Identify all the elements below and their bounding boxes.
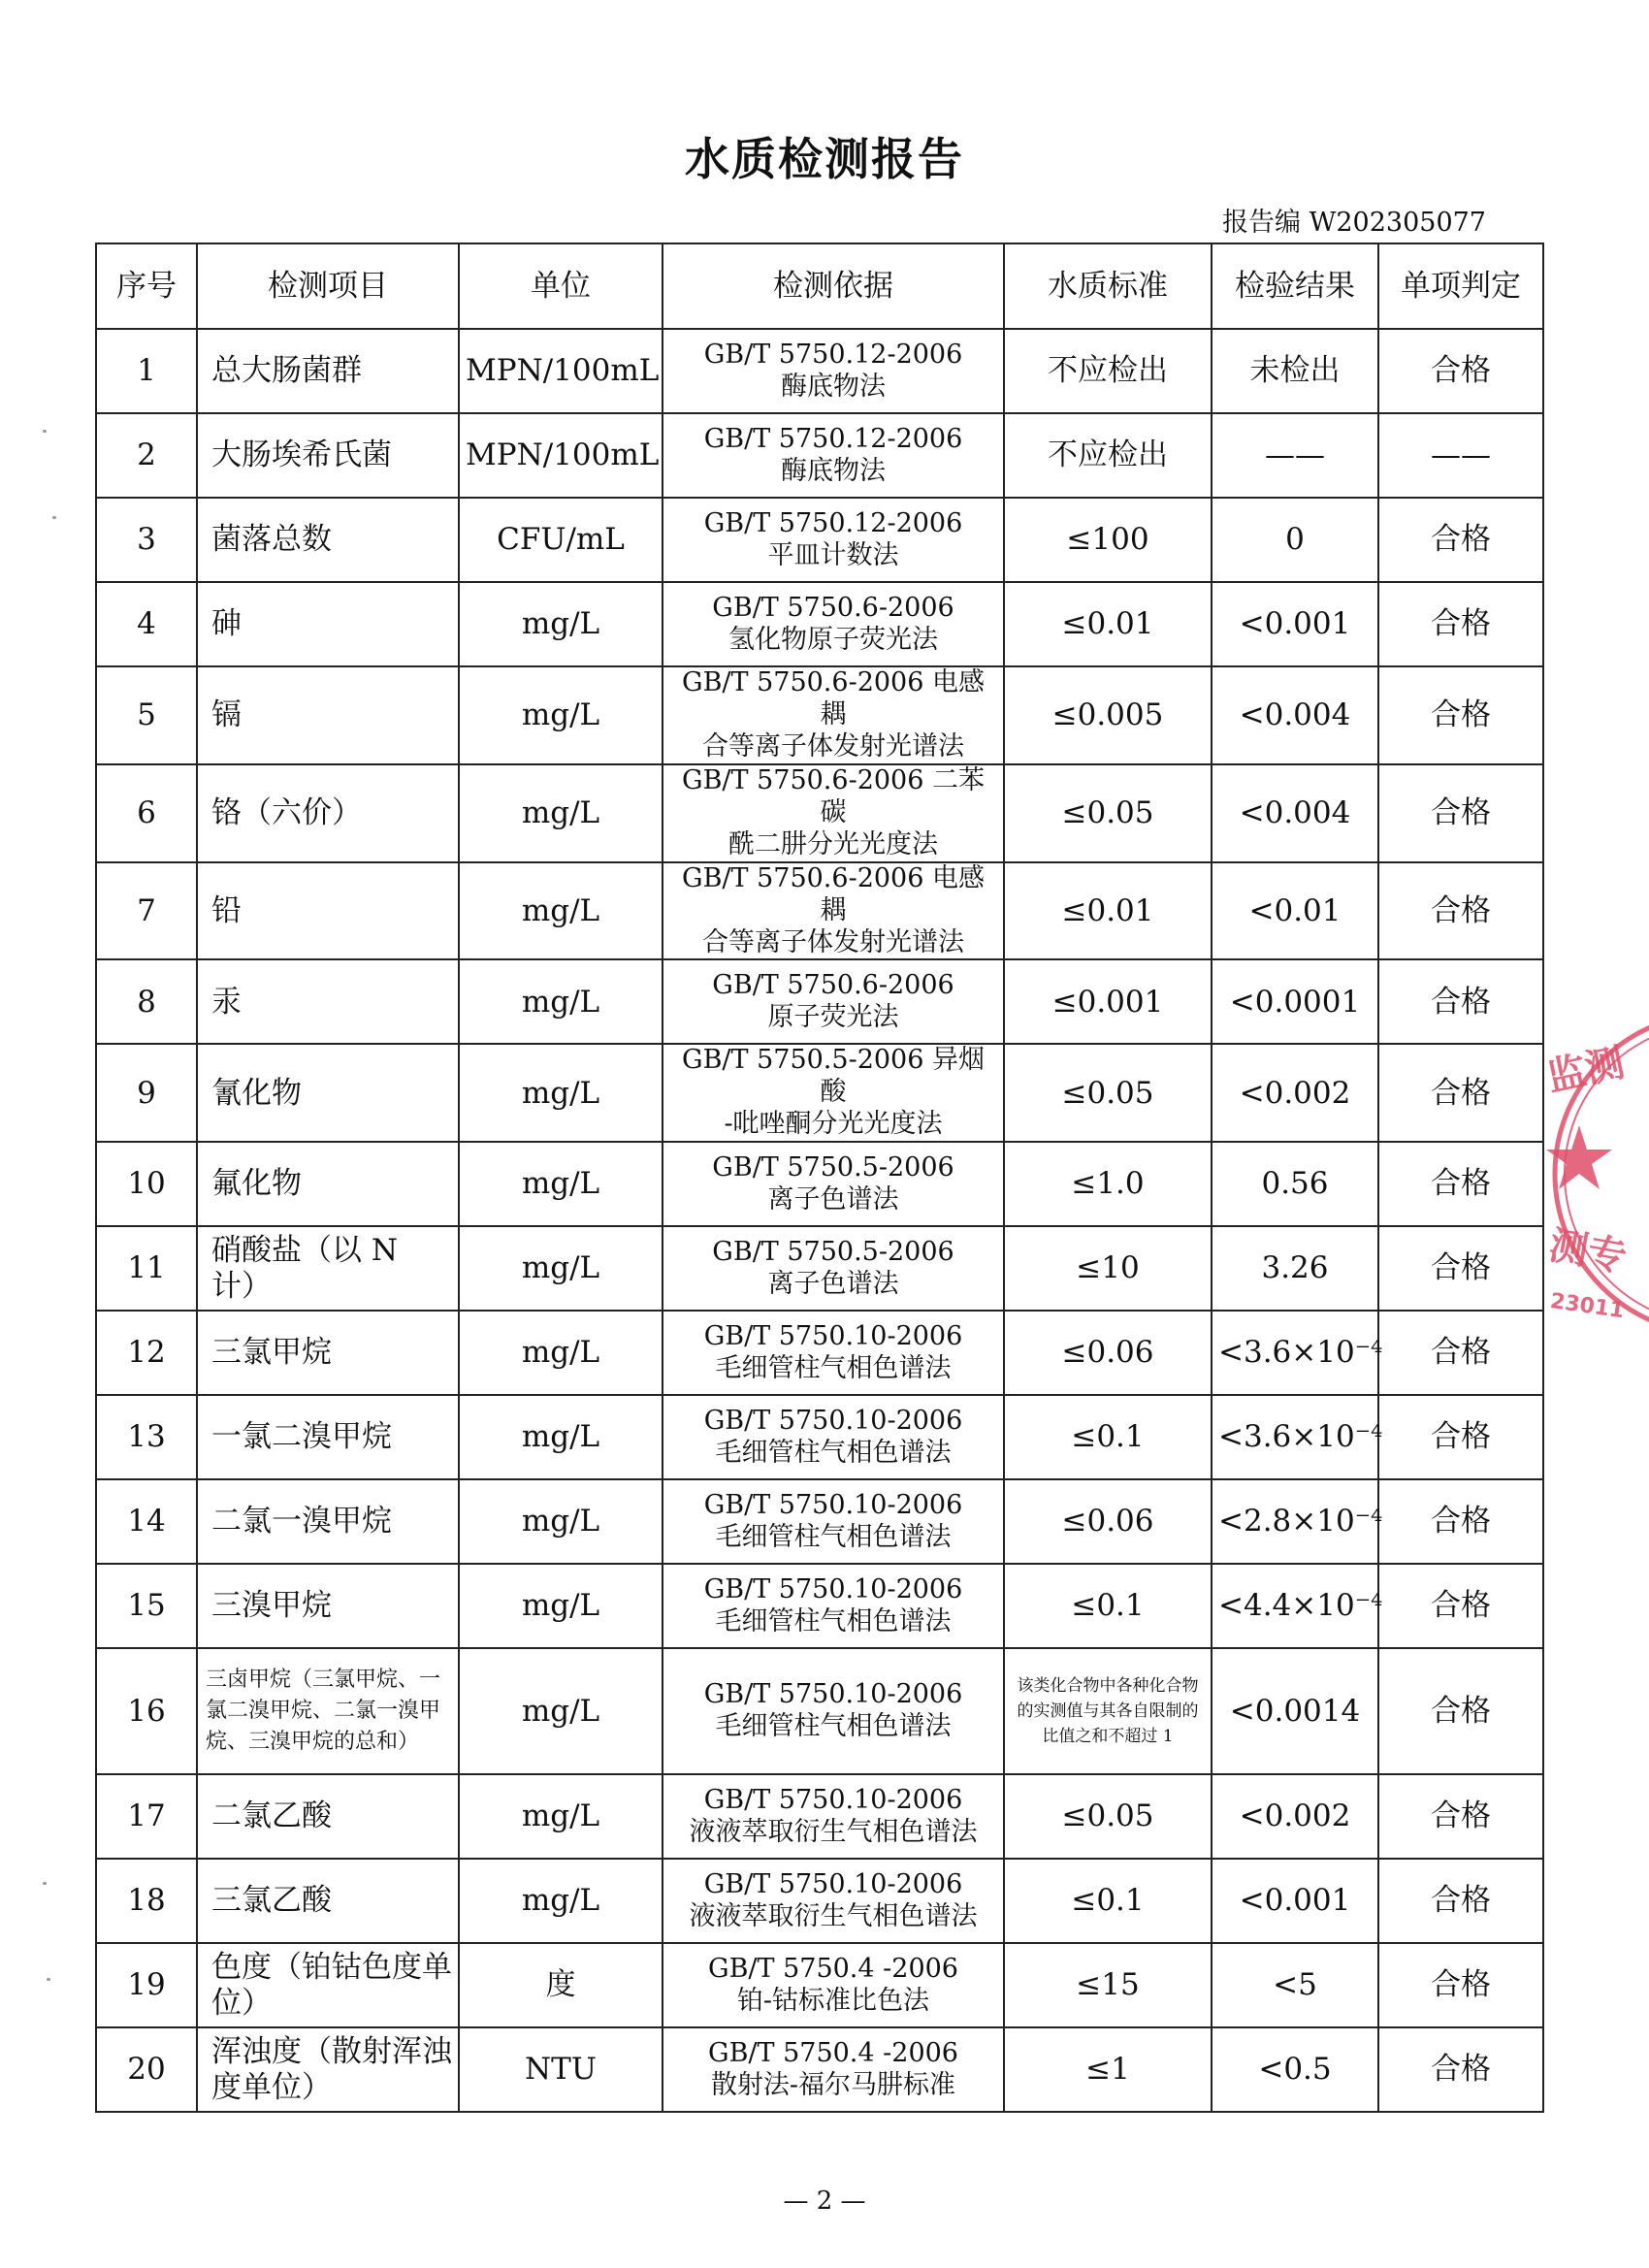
- basis-method: 原子荧光法: [767, 1001, 899, 1032]
- cell-item: 氟化物: [197, 1142, 459, 1226]
- cell-item: 一氯二溴甲烷: [197, 1395, 459, 1479]
- cell-basis: [663, 1311, 1004, 1395]
- cell-result: <4.4×10⁻⁴: [1212, 1564, 1378, 1648]
- basis-method: 毛细管柱气相色谱法: [715, 1605, 952, 1636]
- table-row: [96, 582, 1543, 666]
- cell-no: 10: [96, 1142, 197, 1226]
- cell-basis: [663, 413, 1004, 498]
- cell-result: <0.01: [1212, 862, 1378, 960]
- cell-unit: 度: [459, 1943, 663, 2027]
- cell-no: 17: [96, 1774, 197, 1859]
- table-row: [96, 2027, 1543, 2112]
- cell-no: 1: [96, 329, 197, 413]
- basis-method: 酰二肼分光光度法: [728, 828, 938, 859]
- cell-no: 3: [96, 498, 197, 582]
- scan-speck: [52, 516, 56, 519]
- basis-method: 散射法-福尔马肼标准: [710, 2069, 956, 2100]
- cell-unit: mg/L: [459, 764, 663, 862]
- basis-method: 毛细管柱气相色谱法: [715, 1437, 952, 1468]
- cell-basis: [663, 1774, 1004, 1859]
- cell-no: 19: [96, 1943, 197, 2027]
- table-row: [96, 1859, 1543, 1943]
- basis-standard-code: GB/T 5750.6-2006 二苯碳: [682, 764, 985, 827]
- cell-standard: ≤0.05: [1004, 764, 1212, 862]
- cell-standard: 不应检出: [1004, 413, 1212, 498]
- cell-basis: [663, 498, 1004, 582]
- table-row: [96, 1142, 1543, 1226]
- cell-result: 0: [1212, 498, 1378, 582]
- basis-standard-code: GB/T 5750.10-2006: [703, 1320, 963, 1351]
- cell-verdict: 合格: [1378, 1859, 1543, 1943]
- cell-standard: ≤0.06: [1004, 1311, 1212, 1395]
- header-result: 检验结果: [1212, 243, 1378, 329]
- header-unit: 单位: [459, 243, 663, 329]
- cell-unit: mg/L: [459, 582, 663, 666]
- report-title: 水质检测报告: [685, 133, 964, 185]
- cell-basis: [663, 1564, 1004, 1648]
- cell-standard: ≤100: [1004, 498, 1212, 582]
- basis-method: 离子色谱法: [767, 1268, 899, 1299]
- cell-unit: mg/L: [459, 1479, 663, 1564]
- table-header-row: [96, 243, 1543, 329]
- cell-verdict: 合格: [1378, 1774, 1543, 1859]
- cell-unit: NTU: [459, 2027, 663, 2112]
- cell-result: 0.56: [1212, 1142, 1378, 1226]
- cell-unit: mg/L: [459, 1226, 663, 1311]
- cell-item: 二氯乙酸: [197, 1774, 459, 1859]
- cell-standard: ≤0.05: [1004, 1044, 1212, 1142]
- header-item: 检测项目: [197, 243, 459, 329]
- basis-method: 氢化物原子荧光法: [728, 624, 938, 655]
- cell-basis: [663, 1943, 1004, 2027]
- cell-verdict: 合格: [1378, 764, 1543, 862]
- results-table: [95, 243, 1544, 2113]
- cell-basis: [663, 1226, 1004, 1311]
- basis-standard-code: GB/T 5750.5-2006 异烟酸: [682, 1045, 985, 1108]
- cell-basis: [663, 1395, 1004, 1479]
- cell-result: <3.6×10⁻⁴: [1212, 1311, 1378, 1395]
- cell-basis: [663, 862, 1004, 960]
- basis-method: 合等离子体发射光谱法: [702, 926, 964, 957]
- cell-item: 三卤甲烷（三氯甲烷、一氯二溴甲烷、二氯一溴甲烷、三溴甲烷的总和）: [197, 1648, 459, 1774]
- basis-standard-code: GB/T 5750.10-2006: [703, 1868, 963, 1899]
- cell-unit: mg/L: [459, 1859, 663, 1943]
- svg-text:监测: 监测: [1542, 1039, 1629, 1101]
- table-row: [96, 498, 1543, 582]
- basis-method: -吡唑酮分光光度法: [724, 1109, 943, 1140]
- cell-item: 氰化物: [197, 1044, 459, 1142]
- scan-speck: [43, 1882, 47, 1885]
- cell-no: 15: [96, 1564, 197, 1648]
- cell-result: 未检出: [1212, 329, 1378, 413]
- cell-result: <2.8×10⁻⁴: [1212, 1479, 1378, 1564]
- official-seal-stamp: [1540, 1009, 1649, 1339]
- cell-verdict: 合格: [1378, 666, 1543, 764]
- cell-no: 8: [96, 959, 197, 1044]
- cell-item: 三溴甲烷: [197, 1564, 459, 1648]
- cell-result: <0.002: [1212, 1774, 1378, 1859]
- cell-item: 大肠埃希氏菌: [197, 413, 459, 498]
- basis-standard-code: GB/T 5750.10-2006: [703, 1405, 963, 1436]
- cell-no: 2: [96, 413, 197, 498]
- cell-no: 13: [96, 1395, 197, 1479]
- cell-standard: ≤15: [1004, 1943, 1212, 2027]
- table-row: [96, 1648, 1543, 1774]
- cell-unit: mg/L: [459, 666, 663, 764]
- cell-unit: CFU/mL: [459, 498, 663, 582]
- table-row: [96, 1226, 1543, 1311]
- table-row: [96, 1044, 1543, 1142]
- cell-no: 14: [96, 1479, 197, 1564]
- cell-result: <5: [1212, 1943, 1378, 2027]
- cell-item: 浑浊度（散射浑浊度单位）: [197, 2027, 459, 2112]
- cell-verdict: 合格: [1378, 1142, 1543, 1226]
- cell-item: 菌落总数: [197, 498, 459, 582]
- cell-result: <0.001: [1212, 1859, 1378, 1943]
- header-standard: 水质标准: [1004, 243, 1212, 329]
- cell-verdict: 合格: [1378, 1479, 1543, 1564]
- cell-verdict: 合格: [1378, 1943, 1543, 2027]
- cell-item: 色度（铂钴色度单位）: [197, 1943, 459, 2027]
- cell-standard: ≤0.05: [1004, 1774, 1212, 1859]
- cell-item: 镉: [197, 666, 459, 764]
- cell-basis: [663, 959, 1004, 1044]
- table-row: [96, 1395, 1543, 1479]
- cell-no: 11: [96, 1226, 197, 1311]
- cell-unit: mg/L: [459, 1774, 663, 1859]
- cell-verdict: 合格: [1378, 1648, 1543, 1774]
- cell-result: <0.004: [1212, 666, 1378, 764]
- cell-basis: [663, 1859, 1004, 1943]
- cell-unit: mg/L: [459, 1648, 663, 1774]
- cell-item: 硝酸盐（以 N 计）: [197, 1226, 459, 1311]
- cell-basis: [663, 2027, 1004, 2112]
- cell-verdict: 合格: [1378, 1564, 1543, 1648]
- cell-result: <0.5: [1212, 2027, 1378, 2112]
- basis-standard-code: GB/T 5750.10-2006: [703, 1679, 963, 1710]
- cell-standard: ≤0.06: [1004, 1479, 1212, 1564]
- cell-verdict: 合格: [1378, 498, 1543, 582]
- basis-method: 铂-钴标准比色法: [736, 1985, 930, 2016]
- cell-no: 4: [96, 582, 197, 666]
- table-row: [96, 959, 1543, 1044]
- basis-method: 平皿计数法: [767, 539, 899, 570]
- cell-verdict: 合格: [1378, 582, 1543, 666]
- cell-result: <0.004: [1212, 764, 1378, 862]
- cell-verdict: 合格: [1378, 959, 1543, 1044]
- cell-standard: ≤0.01: [1004, 862, 1212, 960]
- basis-standard-code: GB/T 5750.6-2006 电感耦: [682, 862, 985, 925]
- cell-no: 12: [96, 1311, 197, 1395]
- table-row: [96, 1479, 1543, 1564]
- table-row: [96, 1943, 1543, 2027]
- cell-result: <0.001: [1212, 582, 1378, 666]
- cell-standard: ≤1.0: [1004, 1142, 1212, 1226]
- scan-speck: [43, 430, 47, 433]
- cell-basis: [663, 1648, 1004, 1774]
- cell-no: 16: [96, 1648, 197, 1774]
- basis-method: 离子色谱法: [767, 1183, 899, 1215]
- basis-method: 液液萃取衍生气相色谱法: [689, 1816, 978, 1847]
- basis-method: 酶底物法: [781, 455, 886, 486]
- cell-result: <3.6×10⁻⁴: [1212, 1395, 1378, 1479]
- cell-standard: ≤0.001: [1004, 959, 1212, 1044]
- cell-verdict: 合格: [1378, 1311, 1543, 1395]
- cell-basis: [663, 582, 1004, 666]
- cell-item: 铅: [197, 862, 459, 960]
- cell-basis: [663, 666, 1004, 764]
- header-verdict: 单项判定: [1378, 243, 1543, 329]
- cell-basis: [663, 764, 1004, 862]
- cell-standard: ≤0.1: [1004, 1859, 1212, 1943]
- cell-item: 汞: [197, 959, 459, 1044]
- cell-item: 二氯一溴甲烷: [197, 1479, 459, 1564]
- cell-verdict: 合格: [1378, 1226, 1543, 1311]
- basis-method: 毛细管柱气相色谱法: [715, 1711, 952, 1742]
- cell-no: 9: [96, 1044, 197, 1142]
- basis-standard-code: GB/T 5750.6-2006: [712, 970, 954, 1000]
- basis-method: 毛细管柱气相色谱法: [715, 1352, 952, 1383]
- cell-unit: MPN/100mL: [459, 413, 663, 498]
- basis-standard-code: GB/T 5750.6-2006 电感耦: [682, 667, 985, 729]
- cell-standard: 该类化合物中各种化合物的实测值与其各自限制的比值之和不超过 1: [1004, 1648, 1212, 1774]
- basis-standard-code: GB/T 5750.10-2006: [703, 1489, 963, 1520]
- basis-standard-code: GB/T 5750.12-2006: [703, 423, 963, 454]
- cell-verdict: ——: [1378, 413, 1543, 498]
- cell-unit: mg/L: [459, 1311, 663, 1395]
- cell-verdict: 合格: [1378, 1044, 1543, 1142]
- cell-verdict: 合格: [1378, 329, 1543, 413]
- cell-result: <0.002: [1212, 1044, 1378, 1142]
- cell-no: 6: [96, 764, 197, 862]
- cell-unit: mg/L: [459, 1044, 663, 1142]
- basis-standard-code: GB/T 5750.4 -2006: [708, 1953, 958, 1984]
- cell-verdict: 合格: [1378, 1395, 1543, 1479]
- cell-verdict: 合格: [1378, 2027, 1543, 2112]
- cell-unit: mg/L: [459, 1142, 663, 1226]
- cell-basis: [663, 329, 1004, 413]
- cell-result: ——: [1212, 413, 1378, 498]
- cell-verdict: 合格: [1378, 862, 1543, 960]
- report-number: 报告编 W202305077: [1222, 208, 1486, 238]
- table-row: [96, 862, 1543, 960]
- cell-item: 三氯甲烷: [197, 1311, 459, 1395]
- basis-standard-code: GB/T 5750.5-2006: [712, 1236, 954, 1267]
- cell-unit: mg/L: [459, 1564, 663, 1648]
- table-row: [96, 329, 1543, 413]
- cell-result: <0.0001: [1212, 959, 1378, 1044]
- basis-method: 合等离子体发射光谱法: [702, 730, 964, 761]
- basis-standard-code: GB/T 5750.10-2006: [703, 1784, 963, 1815]
- cell-no: 5: [96, 666, 197, 764]
- header-no: 序号: [96, 243, 197, 329]
- svg-text:测专: 测专: [1545, 1221, 1631, 1281]
- basis-standard-code: GB/T 5750.4 -2006: [708, 2037, 958, 2068]
- cell-result: 3.26: [1212, 1226, 1378, 1311]
- scan-speck: [47, 1978, 50, 1981]
- basis-standard-code: GB/T 5750.10-2006: [703, 1573, 963, 1604]
- page-number: — 2 —: [783, 2187, 866, 2216]
- cell-standard: ≤1: [1004, 2027, 1212, 2112]
- basis-method: 毛细管柱气相色谱法: [715, 1521, 952, 1552]
- basis-standard-code: GB/T 5750.12-2006: [703, 339, 963, 370]
- cell-basis: [663, 1044, 1004, 1142]
- cell-standard: ≤0.005: [1004, 666, 1212, 764]
- basis-method: 液液萃取衍生气相色谱法: [689, 1900, 978, 1931]
- table-row: [96, 764, 1543, 862]
- cell-basis: [663, 1479, 1004, 1564]
- cell-unit: mg/L: [459, 862, 663, 960]
- table-row: [96, 1774, 1543, 1859]
- cell-unit: mg/L: [459, 959, 663, 1044]
- cell-standard: 不应检出: [1004, 329, 1212, 413]
- cell-item: 砷: [197, 582, 459, 666]
- cell-no: 7: [96, 862, 197, 960]
- cell-unit: mg/L: [459, 1395, 663, 1479]
- header-basis: 检测依据: [663, 243, 1004, 329]
- cell-standard: ≤0.01: [1004, 582, 1212, 666]
- cell-no: 18: [96, 1859, 197, 1943]
- cell-item: 铬（六价）: [197, 764, 459, 862]
- cell-no: 20: [96, 2027, 197, 2112]
- table-row: [96, 413, 1543, 498]
- cell-standard: ≤0.1: [1004, 1564, 1212, 1648]
- cell-standard: ≤10: [1004, 1226, 1212, 1311]
- table-row: [96, 666, 1543, 764]
- basis-standard-code: GB/T 5750.5-2006: [712, 1151, 954, 1183]
- cell-unit: MPN/100mL: [459, 329, 663, 413]
- cell-basis: [663, 1142, 1004, 1226]
- svg-text:23011: 23011: [1548, 1288, 1626, 1324]
- basis-method: 酶底物法: [781, 371, 886, 402]
- basis-standard-code: GB/T 5750.6-2006: [712, 592, 954, 623]
- cell-item: 总大肠菌群: [197, 329, 459, 413]
- table-row: [96, 1311, 1543, 1395]
- basis-standard-code: GB/T 5750.12-2006: [703, 507, 963, 538]
- cell-item: 三氯乙酸: [197, 1859, 459, 1943]
- table-row: [96, 1564, 1543, 1648]
- cell-result: <0.0014: [1212, 1648, 1378, 1774]
- cell-standard: ≤0.1: [1004, 1395, 1212, 1479]
